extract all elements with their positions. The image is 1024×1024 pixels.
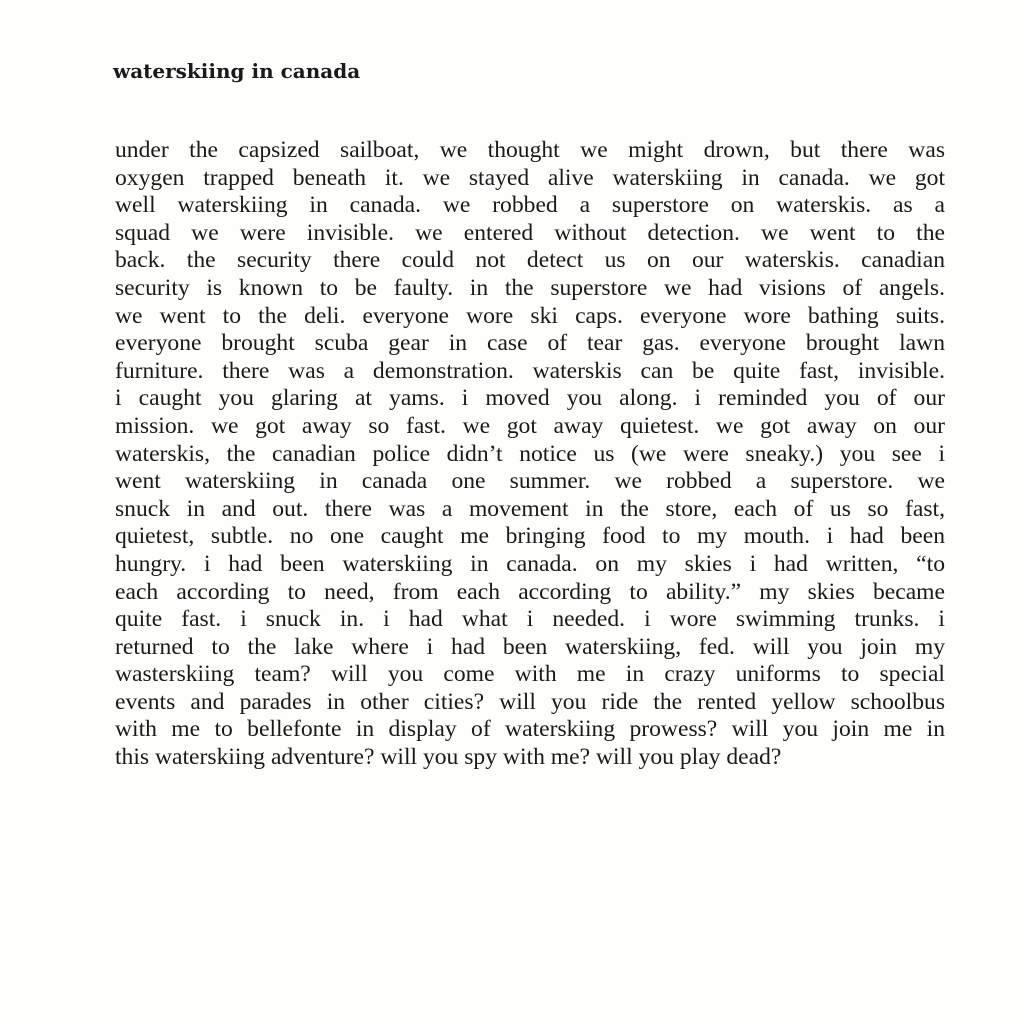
text-line: furniture. there was a demonstration. waterskis can be quite fast, invisible. <box>115 357 945 384</box>
text-line: oxygen trapped beneath it. we stayed alive waterskiing in canada. we got <box>115 164 945 191</box>
text-line: we went to the deli. everyone wore ski caps. everyone wore bathing suits. <box>115 302 945 329</box>
text-line: went waterskiing in canada one summer. we robbed a superstore. we <box>115 468 945 495</box>
text-line: this waterskiing adventure? will you spy with me? will you play dead? <box>115 744 782 771</box>
text-line: wasterskiing team? will you come with me in crazy uniforms to special <box>115 661 945 688</box>
text-line: under the capsized sailboat, we thought we might drown, but there was <box>115 137 945 163</box>
text-line: everyone brought scuba gear in case of tear gas. everyone brought lawn <box>115 330 945 357</box>
poem-body <box>115 137 945 772</box>
text-line: squad we were invisible. we entered without detection. we went to the <box>115 219 945 246</box>
text-line: quite fast. i snuck in. i had what i needed. i wore swimming trunks. i <box>115 606 945 633</box>
text-line: returned to the lake where i had been waterskiing, fed. will you join my <box>115 633 945 660</box>
text-line: well waterskiing in canada. we robbed a superstore on waterskis. as a <box>115 192 945 219</box>
text-line: quietest, subtle. no one caught me bringing food to my mouth. i had been <box>115 523 945 550</box>
poem-title: waterskiing in canada <box>113 59 361 83</box>
text-line: mission. we got away so fast. we got away quietest. we got away on our <box>115 412 945 439</box>
text-line: i caught you glaring at yams. i moved you along. i reminded you of our <box>115 385 945 412</box>
text-line: security is known to be faulty. in the superstore we had visions of angels. <box>115 274 945 301</box>
text-line: waterskis, the canadian police didn’t notice us (we were sneaky.) you see i <box>115 440 945 467</box>
text-line: with me to bellefonte in display of waterskiing prowess? will you join me in <box>115 716 945 743</box>
text-line: hungry. i had been waterskiing in canada. on my skies i had written, “to <box>115 550 945 577</box>
text-line: back. the security there could not detect us on our waterskis. canadian <box>115 247 945 274</box>
text-line: events and parades in other cities? will you ride the rented yellow schoolbus <box>115 688 945 715</box>
text-line: each according to need, from each according to ability.” my skies became <box>115 578 945 605</box>
text-line: snuck in and out. there was a movement in the store, each of us so fast, <box>115 495 945 522</box>
